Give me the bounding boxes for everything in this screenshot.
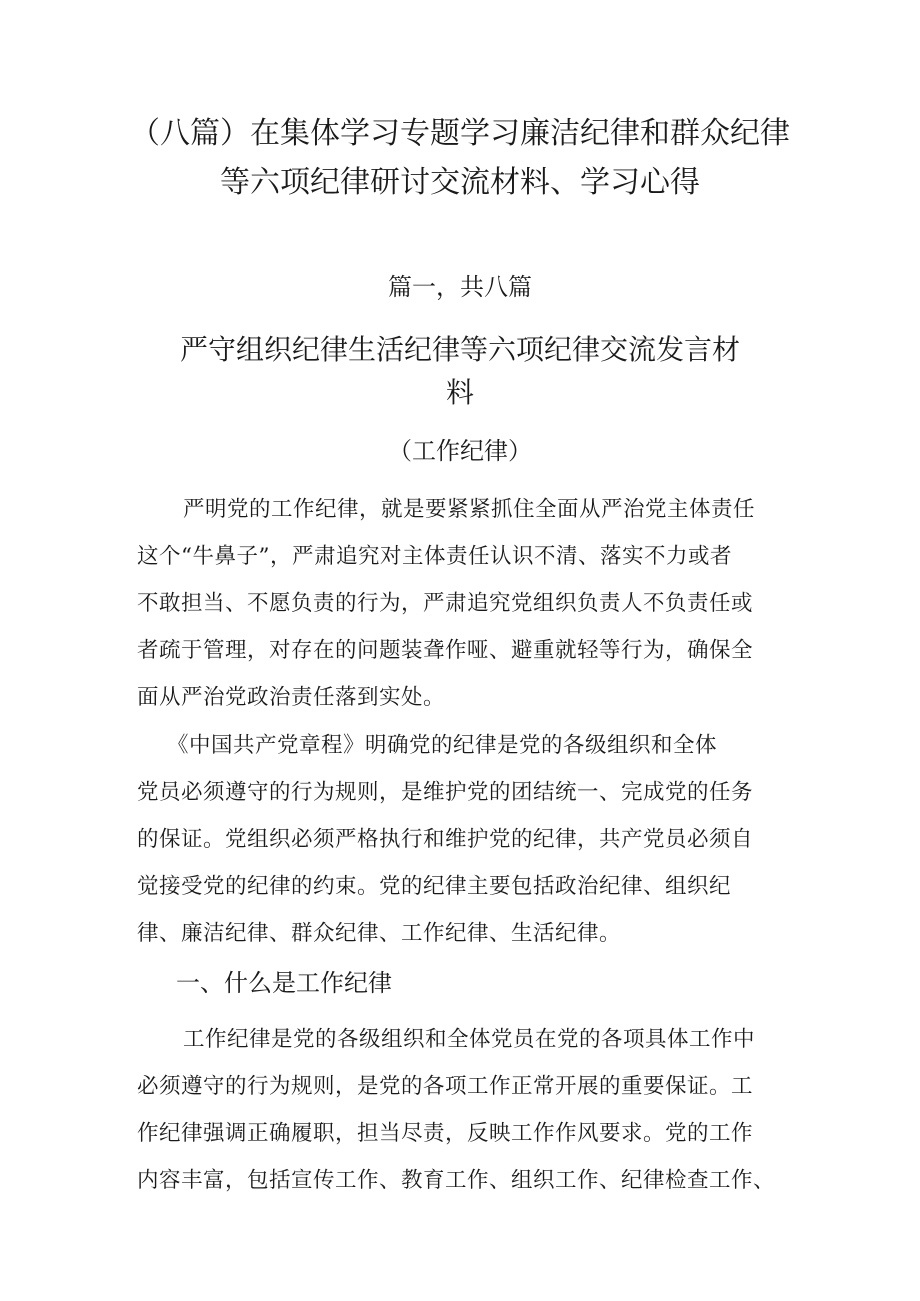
paragraph-3-line: 必须遵守的行为规则，是党的各项工作正常开展的重要保证。工 xyxy=(137,1074,754,1099)
paragraph-1-line: 严明党的工作纪律，就是要紧紧抓住全面从严治党主体责任 xyxy=(183,497,756,522)
part-label: 篇一，共八篇 xyxy=(388,273,532,301)
article-title-line-1: 严守组织纪律生活纪律等六项纪律交流发言材 xyxy=(179,333,740,366)
paragraph-2-line: 的保证。党组织必须严格执行和维护党的纪律，共产党员必须自 xyxy=(137,827,754,852)
paragraph-2 xyxy=(137,722,787,957)
paragraph-3 xyxy=(137,1016,787,1204)
paragraph-1 xyxy=(137,486,787,721)
paragraph-1-line: 者疏于管理，对存在的问题装聋作哑、避重就轻等行为，确保全 xyxy=(137,638,754,663)
paragraph-1-line: 面从严治党政治责任落到实处。 xyxy=(137,685,446,710)
article-title-line-2: 料 xyxy=(445,376,474,409)
paragraph-3-line: 作纪律强调正确履职，担当尽责，反映工作作风要求。党的工作 xyxy=(137,1121,754,1146)
document-title-line-1: （八篇）在集体学习专题学习廉洁纪律和群众纪律 xyxy=(130,116,790,151)
paragraph-2-line: 《中国共产党章程》明确党的纪律是党的各级组织和全体 xyxy=(167,733,718,758)
paragraph-2-line: 党员必须遵守的行为规则，是维护党的团结统一、完成党的任务 xyxy=(137,780,754,805)
paragraph-1-line: 这个“牛鼻子”，严肃追究对主体责任认识不清、落实不力或者 xyxy=(137,544,732,569)
paragraph-3-line: 工作纪律是党的各级组织和全体党员在党的各项具体工作中 xyxy=(183,1027,756,1052)
section-heading-1: 一、什么是工作纪律 xyxy=(176,969,392,997)
paragraph-2-line: 律、廉洁纪律、群众纪律、工作纪律、生活纪律。 xyxy=(137,921,622,946)
document-title-line-2: 等六项纪律研讨交流材料、学习心得 xyxy=(220,165,700,200)
paragraph-2-line: 觉接受党的纪律的约束。党的纪律主要包括政治纪律、组织纪 xyxy=(137,874,732,899)
paragraph-1-line: 不敢担当、不愿负责的行为，严肃追究党组织负责人不负责任或 xyxy=(137,591,754,616)
paragraph-3-line: 内容丰富，包括宣传工作、教育工作、组织工作、纪律检查工作、 xyxy=(137,1168,776,1193)
article-subtitle: （工作纪律） xyxy=(388,437,532,465)
